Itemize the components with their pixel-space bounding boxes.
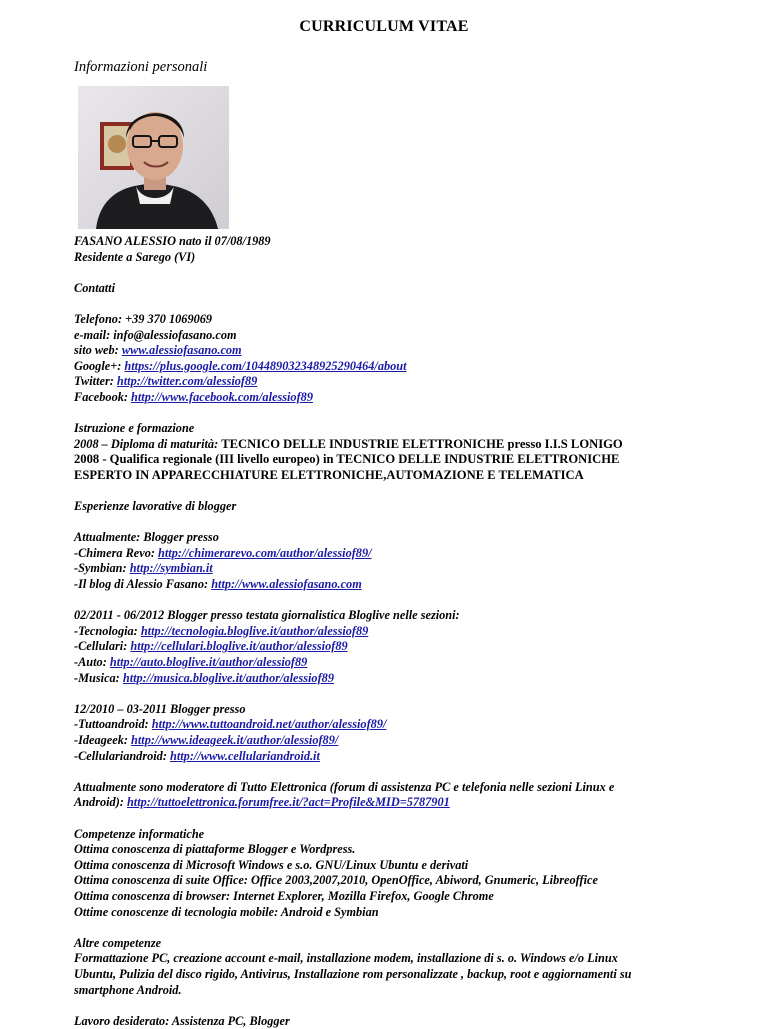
facebook-line <box>74 390 724 406</box>
list-item <box>74 655 724 671</box>
past-item-label-0: -Tuttoandroid: <box>74 717 152 732</box>
bloglive-item-label-2: -Auto: <box>74 655 110 670</box>
past-blogger-title: 12/2010 – 03-2011 Blogger presso <box>74 701 246 716</box>
moderator-label: Android): <box>74 795 127 810</box>
email-line: e-mail: info@alessiofasano.com <box>74 327 237 342</box>
list-item: Ottima conoscenza di Microsoft Windows e s.o. GNU/Linux Ubuntu e derivati <box>74 857 469 872</box>
education-line-2: 2008 - Qualifica regionale (III livello europeo) in TECNICO DELLE INDUSTRIE ELETTRONICHE <box>74 452 620 467</box>
personal-info-heading: Informazioni personali <box>74 59 208 75</box>
bloglive-cellulari-link[interactable]: http://cellulari.bloglive.it/author/alessiof89 <box>130 639 348 654</box>
list-item: Ottima conoscenza di suite Office: Office 2003,2007,2010, OpenOffice, Abiword, Gnumeric, Libreoffice <box>74 873 598 888</box>
current-item-label-0: -Chimera Revo: <box>74 545 159 560</box>
facebook-link[interactable]: http://www.facebook.com/alessiof89 <box>131 389 313 404</box>
list-item: Ottima conoscenza di browser: Internet Explorer, Mozilla Firefox, Google Chrome <box>74 888 494 903</box>
list-item <box>74 624 724 640</box>
education-heading: Istruzione e formazione <box>74 421 195 436</box>
symbian-link[interactable]: http://symbian.it <box>129 561 213 576</box>
past-item-label-2: -Cellulariandroid: <box>74 748 170 763</box>
current-blogger-title: Attualmente: Blogger presso <box>74 530 219 545</box>
past-item-label-1: -Ideageek: <box>74 733 132 747</box>
other-skills-line-3: smartphone Android. <box>74 982 182 997</box>
list-item: Ottima conoscenza di piattaforme Blogger e Wordpress. <box>74 842 356 857</box>
education-line-1 <box>74 437 724 453</box>
other-skills-line-2: Ubuntu, Pulizia del disco rigido, Antivirus, Installazione rom personalizzate , backup, root e aggiornamenti su <box>74 966 632 981</box>
google-line <box>74 359 724 375</box>
profile-photo <box>78 86 229 229</box>
bloglive-tecnologia-link[interactable]: http://tecnologia.bloglive.it/author/alessiof89 <box>140 623 369 638</box>
twitter-label: Twitter: <box>74 374 117 389</box>
current-item-label-2: -Il blog di Alessio Fasano: <box>74 577 212 592</box>
cellulariandroid-link[interactable]: http://www.cellulariandroid.it <box>170 748 320 763</box>
list-item <box>74 546 724 562</box>
other-skills-heading: Altre competenze <box>74 935 162 950</box>
chimera-revo-link[interactable]: http://chimerarevo.com/author/alessiof89/ <box>158 545 372 560</box>
list-item <box>74 671 724 687</box>
document-title: CURRICULUM VITAE <box>299 18 469 35</box>
phone-line: Telefono: +39 370 1069069 <box>74 311 213 326</box>
list-item <box>74 733 724 749</box>
twitter-link[interactable]: http://twitter.com/alessiof89 <box>116 374 258 389</box>
residence-line: Residente a Sarego (VI) <box>74 249 196 264</box>
tuttoandroid-link[interactable]: http://www.tuttoandroid.net/author/alessiof89/ <box>151 717 387 732</box>
education-line-3: ESPERTO IN APPARECCHIATURE ELETTRONICHE,AUTOMAZIONE E TELEMATICA <box>74 467 584 482</box>
experience-heading: Esperienze lavorative di blogger <box>74 499 237 514</box>
contacts-heading: Contatti <box>74 280 116 295</box>
it-skills-heading: Competenze informatiche <box>74 826 205 841</box>
google-link[interactable]: https://plus.google.com/104489032348925290464/about <box>124 358 407 373</box>
list-item <box>74 639 724 655</box>
bloglive-musica-link[interactable]: http://musica.bloglive.it/author/alessiof89 <box>122 670 334 685</box>
bloglive-item-label-1: -Cellulari: <box>74 639 131 654</box>
desired-job-line: Lavoro desiderato: Assistenza PC, Blogger <box>74 1013 290 1028</box>
list-item: Ottime conoscenze di tecnologia mobile: Android e Symbian <box>74 904 379 919</box>
bloglive-item-label-0: -Tecnologia: <box>74 623 141 638</box>
google-label: Google+: <box>74 358 125 373</box>
twitter-line <box>74 374 724 390</box>
list-item <box>74 577 724 593</box>
education-diploma-title: TECNICO DELLE INDUSTRIE ELETTRONICHE presso I.I.S LONIGO <box>221 436 623 451</box>
bloglive-auto-link[interactable]: http://auto.bloglive.it/author/alessiof89 <box>109 655 308 670</box>
other-skills-line-1: Formattazione PC, creazione account e-mail, installazione modem, installazione di s. o. Windows e/o Linux <box>74 951 618 966</box>
moderator-line-2 <box>74 795 724 811</box>
education-diploma-label: 2008 – Diploma di maturità: <box>74 436 222 451</box>
tuttoelettronica-link[interactable]: http://tuttoelettronica.forumfree.it/?act=Profile&MID=5787901 <box>126 795 450 810</box>
bloglive-title: 02/2011 - 06/2012 Blogger presso testata giornalistica Bloglive nelle sezioni: <box>74 608 460 623</box>
list-item <box>74 749 724 765</box>
moderator-line-1: Attualmente sono moderatore di Tutto Elettronica (forum di assistenza PC e telefonia nelle sezioni Linux e <box>74 779 615 794</box>
current-item-label-1: -Symbian: <box>74 561 130 576</box>
cv-body <box>74 234 724 1029</box>
ideageek-link[interactable]: http://www.ideageek.it/author/alessiof89/ <box>131 733 339 747</box>
name-birth-line: FASANO ALESSIO nato il 07/08/1989 <box>74 234 271 248</box>
website-label: sito web: <box>74 343 122 358</box>
facebook-label: Facebook: <box>74 389 132 404</box>
website-line <box>74 343 724 359</box>
list-item <box>74 717 724 733</box>
bloglive-item-label-3: -Musica: <box>74 670 123 685</box>
website-link[interactable]: www.alessiofasano.com <box>121 343 242 358</box>
personal-blog-link[interactable]: http://www.alessiofasano.com <box>211 577 362 592</box>
list-item <box>74 561 724 577</box>
